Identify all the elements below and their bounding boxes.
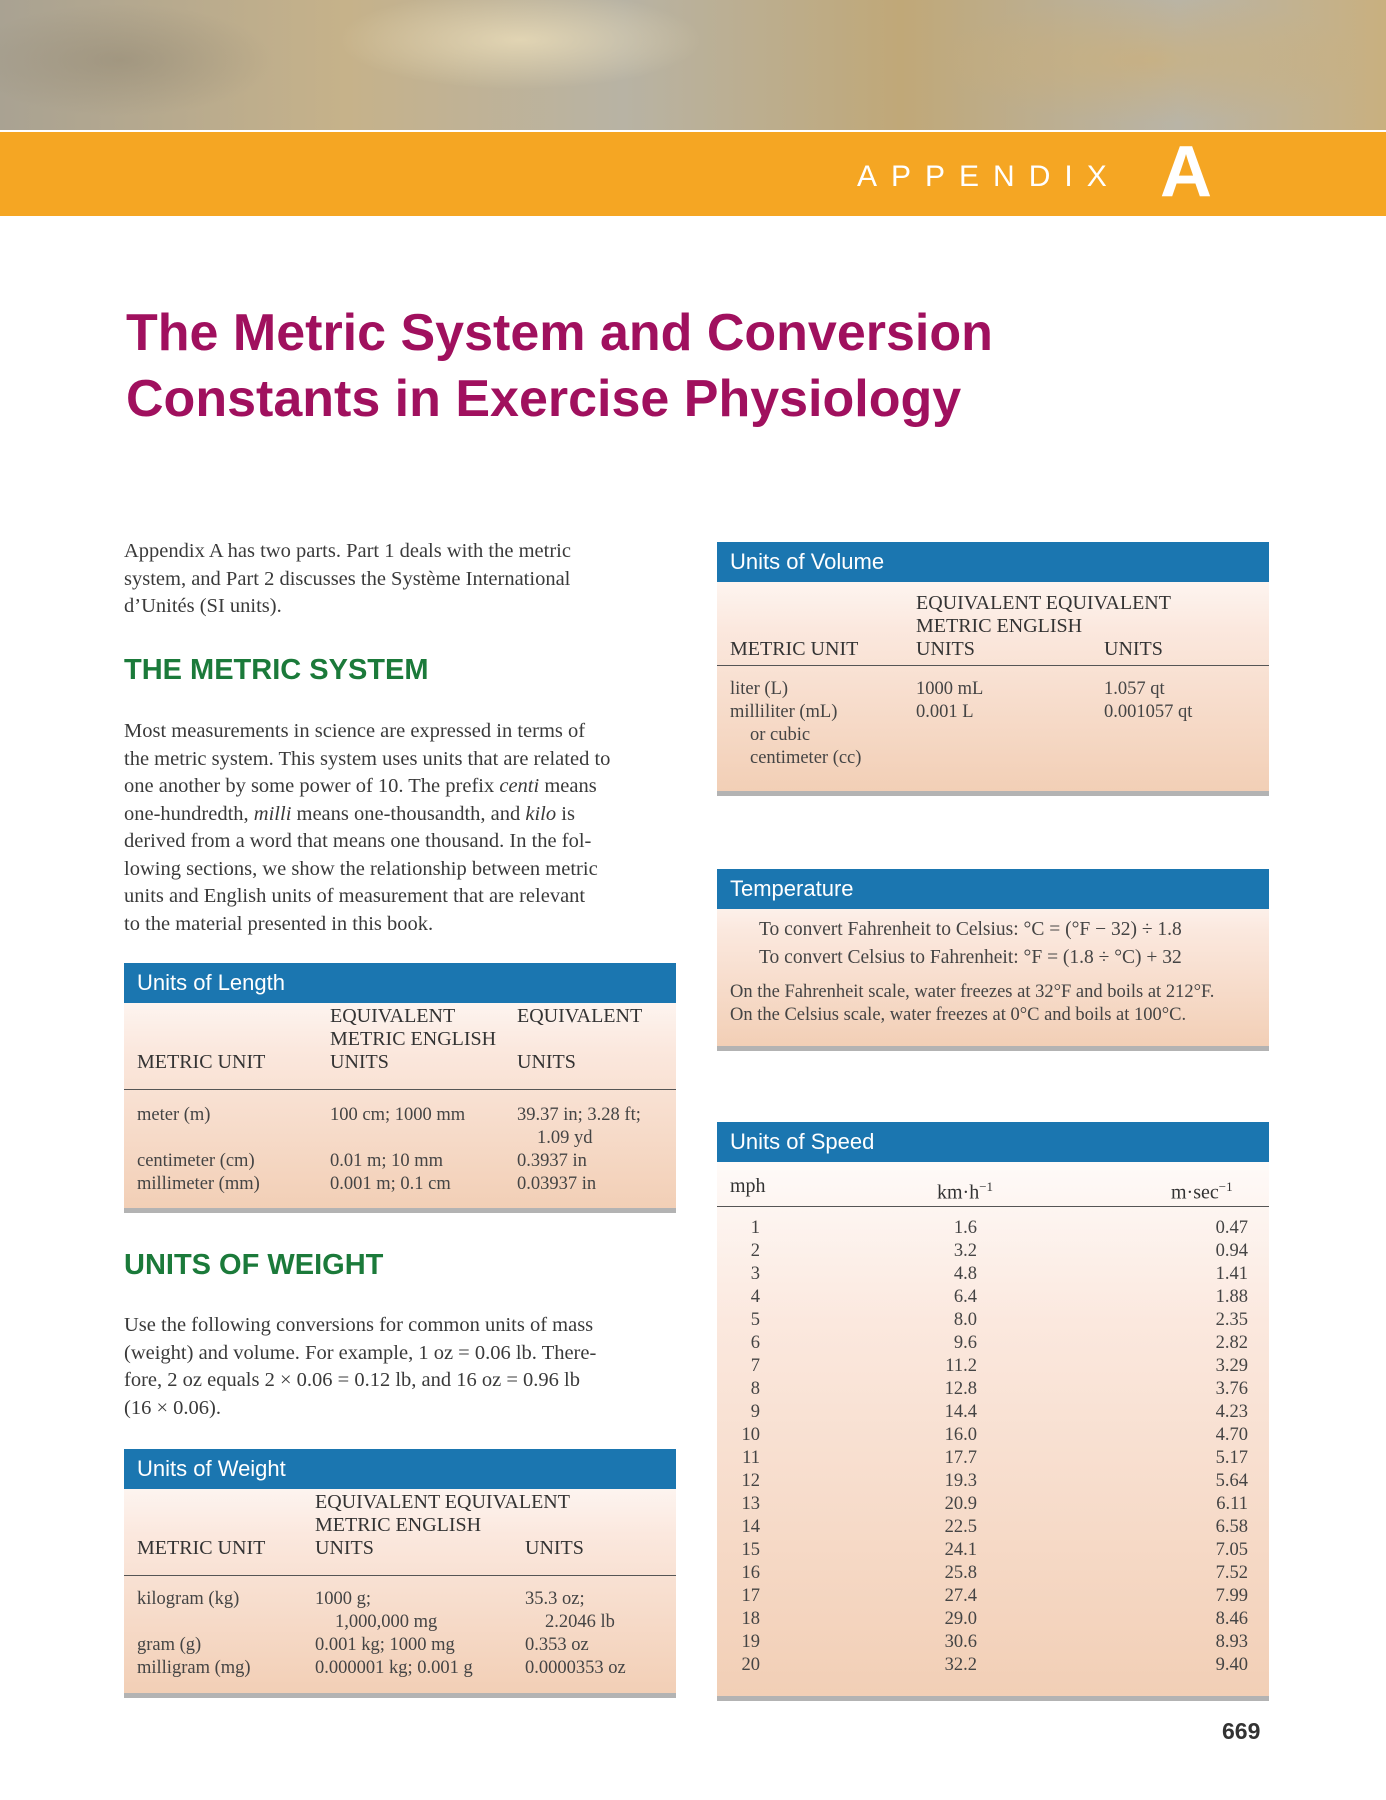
- table-cell: milligram (mg): [137, 1658, 251, 1678]
- speed-cell: 9.40: [1215, 1655, 1248, 1675]
- table-cell: 39.37 in; 3.28 ft;: [517, 1105, 641, 1125]
- table-cell: or cubic: [750, 725, 811, 745]
- table-cell: centimeter (cc): [750, 748, 862, 768]
- speed-cell: 30.6: [944, 1632, 977, 1652]
- table-cell: 0.000001 kg; 0.001 g: [315, 1658, 473, 1678]
- column-header: EQUIVALENT EQUIVALENT: [916, 592, 1171, 614]
- table-cell: 1000 g;: [315, 1589, 372, 1609]
- speed-cell: 20.9: [944, 1494, 977, 1514]
- column-header: UNITS: [517, 1051, 576, 1073]
- celsius-to-fahrenheit: To convert Celsius to Fahrenheit: °F = (1.8 ÷ °C) + 32: [759, 947, 1182, 968]
- speed-cell: 25.8: [944, 1563, 977, 1583]
- speed-cell: 22.5: [944, 1517, 977, 1537]
- speed-cell: 18: [741, 1609, 760, 1629]
- column-header: METRIC ENGLISH: [916, 615, 1083, 637]
- intro-paragraph: [124, 538, 684, 621]
- column-header: [937, 1175, 993, 1205]
- table-body: [124, 1576, 676, 1686]
- speed-cell: 24.1: [944, 1540, 977, 1560]
- column-header: EQUIVALENT: [330, 1005, 456, 1027]
- paragraph-line: means: [539, 775, 597, 797]
- column-header: EQUIVALENT: [517, 1005, 643, 1027]
- table-cell: 35.3 oz;: [525, 1589, 585, 1609]
- paragraph-line: derived from a word that means one thousand. In the fol-: [124, 830, 592, 852]
- speed-cell: 11.2: [945, 1356, 977, 1376]
- speed-cell: 8: [750, 1379, 760, 1399]
- speed-cell: 3.29: [1215, 1356, 1248, 1376]
- units-of-weight-table: [124, 1449, 676, 1698]
- table-cell: 1.09 yd: [537, 1128, 593, 1148]
- column-header: UNITS: [916, 638, 975, 660]
- speed-cell: 6.58: [1215, 1517, 1248, 1537]
- speed-cell: 8.93: [1215, 1632, 1248, 1652]
- speed-cell: 0.94: [1215, 1241, 1248, 1261]
- metric-system-heading: THE METRIC SYSTEM: [124, 654, 429, 686]
- table-cell: 1000 mL: [916, 679, 984, 699]
- speed-cell: 1.88: [1215, 1287, 1248, 1307]
- speed-cell: 16.0: [944, 1425, 977, 1445]
- speed-cell: 17.7: [944, 1448, 977, 1468]
- speed-cell: 4.8: [953, 1264, 977, 1284]
- paragraph-line: Most measurements in science are expressed in terms of: [124, 720, 586, 742]
- speed-cell: 13: [741, 1494, 760, 1514]
- appendix-letter: A: [1160, 132, 1212, 212]
- table-header: [124, 1003, 676, 1090]
- table-cell: gram (g): [137, 1635, 202, 1655]
- table-cell: 0.01 m; 10 mm: [330, 1151, 444, 1171]
- title-line-2: Constants in Exercise Physiology: [126, 370, 962, 428]
- speed-cell: 10: [741, 1425, 760, 1445]
- table-title: Temperature: [717, 869, 1269, 909]
- column-header: UNITS: [315, 1537, 374, 1559]
- table-cell: 1,000,000 mg: [335, 1612, 438, 1632]
- weight-paragraph: [124, 1312, 694, 1422]
- mph-column: [730, 1217, 760, 1677]
- paragraph-line: Use the following conversions for common units of mass: [124, 1314, 594, 1336]
- column-header: mph: [730, 1175, 766, 1197]
- header-photo-band: [0, 0, 1386, 130]
- page-title: [126, 300, 1126, 432]
- table-cell: 0.3937 in: [517, 1151, 587, 1171]
- speed-cell: 11: [742, 1448, 760, 1468]
- speed-cell: 1: [750, 1218, 760, 1238]
- speed-cell: 5.64: [1215, 1471, 1248, 1491]
- speed-cell: 7: [750, 1356, 760, 1376]
- column-header: METRIC UNIT: [137, 1537, 266, 1559]
- column-header-text: m·sec: [1171, 1181, 1219, 1204]
- column-header: METRIC ENGLISH: [315, 1514, 482, 1536]
- fahrenheit-to-celsius: To convert Fahrenheit to Celsius: °C = (°F − 32) ÷ 1.8: [759, 919, 1182, 940]
- speed-cell: 12: [741, 1471, 760, 1491]
- speed-cell: 4.23: [1215, 1402, 1248, 1422]
- table-cell: 0.001 L: [916, 702, 974, 722]
- table-cell: 0.353 oz: [525, 1635, 589, 1655]
- units-of-speed-table: [717, 1122, 1269, 1701]
- fahrenheit-note: On the Fahrenheit scale, water freezes at 32°F and boils at 212°F.: [730, 982, 1215, 1002]
- paragraph-line: (weight) and volume. For example, 1 oz = 0.06 lb. There-: [124, 1341, 597, 1364]
- speed-cell: 6: [750, 1333, 760, 1353]
- speed-cell: 3: [750, 1264, 760, 1284]
- table-cell: 0.001 m; 0.1 cm: [330, 1174, 451, 1194]
- paragraph-line: units and English units of measurement that are relevant: [124, 885, 586, 907]
- table-header: [124, 1489, 676, 1576]
- speed-cell: 2.82: [1215, 1333, 1248, 1353]
- table-title: Units of Weight: [124, 1449, 676, 1489]
- table-cell: 100 cm; 1000 mm: [330, 1105, 466, 1125]
- column-header: UNITS: [330, 1051, 389, 1073]
- table-cell: 0.0000353 oz: [525, 1658, 626, 1678]
- speed-cell: 27.4: [944, 1586, 977, 1606]
- speed-cell: 12.8: [944, 1379, 977, 1399]
- speed-cell: 14.4: [944, 1402, 977, 1422]
- table-cell: millimeter (mm): [137, 1174, 260, 1194]
- metric-system-paragraph: [124, 718, 694, 938]
- ms-column: [1192, 1217, 1248, 1677]
- table-cell: 1.057 qt: [1104, 679, 1165, 699]
- table-cell: liter (L): [730, 679, 789, 699]
- paragraph-line: the metric system. This system uses units that are related to: [124, 747, 611, 770]
- speed-cell: 20: [741, 1655, 760, 1675]
- units-of-length-table: [124, 963, 676, 1213]
- appendix-label: APPENDIX: [857, 160, 1121, 193]
- intro-line: Appendix A has two parts. Part 1 deals with the metric: [124, 540, 571, 562]
- prefix-centi: centi: [499, 775, 540, 797]
- paragraph-line: lowing sections, we show the relationship between metric: [124, 857, 598, 880]
- speed-cell: 6.4: [953, 1287, 977, 1307]
- intro-line: d’Unités (SI units).: [124, 595, 282, 617]
- speed-cell: 14: [741, 1517, 760, 1537]
- column-header: METRIC UNIT: [730, 638, 859, 660]
- speed-cell: 15: [741, 1540, 760, 1560]
- speed-cell: 7.05: [1215, 1540, 1248, 1560]
- celsius-note: On the Celsius scale, water freezes at 0°C and boils at 100°C.: [730, 1005, 1187, 1025]
- units-of-weight-heading: UNITS OF WEIGHT: [124, 1249, 384, 1281]
- paragraph-line: to the material presented in this book.: [124, 912, 434, 935]
- table-title: Units of Length: [124, 963, 676, 1003]
- speed-cell: 16: [741, 1563, 760, 1583]
- speed-cell: 9.6: [953, 1333, 977, 1353]
- speed-cell: 6.11: [1216, 1494, 1248, 1514]
- prefix-milli: milli: [253, 802, 292, 825]
- column-header: METRIC ENGLISH: [330, 1028, 497, 1050]
- title-line-1: The Metric System and Conversion: [126, 304, 993, 362]
- table-title: Units of Volume: [717, 542, 1269, 582]
- superscript: −1: [1218, 1179, 1233, 1194]
- paragraph-line: one-hundredth,: [124, 802, 254, 825]
- speed-cell: 2: [750, 1241, 760, 1261]
- page-number: 669: [1222, 1718, 1261, 1744]
- intro-line: system, and Part 2 discusses the Système International: [124, 567, 571, 590]
- speed-cell: 17: [741, 1586, 760, 1606]
- table-body: [717, 666, 1269, 786]
- speed-cell: 29.0: [944, 1609, 977, 1629]
- paragraph-line: one another by some power of 10. The prefix: [124, 775, 500, 797]
- table-title: Units of Speed: [717, 1122, 1269, 1162]
- column-header: EQUIVALENT EQUIVALENT: [315, 1491, 570, 1513]
- column-header: [1171, 1175, 1233, 1205]
- table-cell: centimeter (cm): [137, 1151, 255, 1171]
- speed-cell: 32.2: [944, 1655, 977, 1675]
- column-header: UNITS: [525, 1537, 584, 1559]
- speed-cell: 19: [741, 1632, 760, 1652]
- speed-cell: 3.76: [1215, 1379, 1248, 1399]
- column-header-text: km·h: [937, 1181, 980, 1204]
- table-cell: 0.001057 qt: [1104, 702, 1193, 722]
- speed-cell: 1.41: [1215, 1264, 1248, 1284]
- speed-cell: 2.35: [1215, 1310, 1248, 1330]
- paragraph-line: is: [556, 802, 575, 825]
- table-header: [717, 1162, 1269, 1207]
- speed-cell: 7.99: [1215, 1586, 1248, 1606]
- table-cell: 0.03937 in: [517, 1174, 597, 1194]
- speed-cell: 7.52: [1215, 1563, 1248, 1583]
- prefix-kilo: kilo: [525, 802, 557, 825]
- superscript: −1: [979, 1179, 994, 1194]
- paragraph-line: fore, 2 oz equals 2 × 0.06 = 0.12 lb, and 16 oz = 0.96 lb: [124, 1369, 580, 1391]
- units-of-volume-table: [717, 542, 1269, 796]
- table-cell: milliliter (mL): [730, 702, 838, 722]
- table-cell: 2.2046 lb: [545, 1612, 615, 1632]
- table-cell: kilogram (kg): [137, 1589, 240, 1609]
- speed-cell: 8.0: [953, 1310, 977, 1330]
- temperature-box: [717, 869, 1269, 1051]
- table-cell: meter (m): [137, 1105, 211, 1125]
- speed-cell: 5.17: [1215, 1448, 1248, 1468]
- table-header: [717, 582, 1269, 666]
- speed-cell: 19.3: [944, 1471, 977, 1491]
- paragraph-line: means one-thousandth, and: [291, 802, 526, 825]
- speed-cell: 4: [750, 1287, 760, 1307]
- speed-cell: 5: [750, 1310, 760, 1330]
- kmh-column: [937, 1217, 977, 1677]
- paragraph-line: (16 × 0.06).: [124, 1396, 221, 1419]
- column-header: METRIC UNIT: [137, 1051, 266, 1073]
- table-cell: 0.001 kg; 1000 mg: [315, 1635, 455, 1655]
- speed-cell: 0.47: [1215, 1218, 1248, 1238]
- speed-cell: 8.46: [1215, 1609, 1248, 1629]
- column-header: UNITS: [1104, 638, 1163, 660]
- speed-cell: 9: [750, 1402, 760, 1422]
- speed-cell: 1.6: [953, 1218, 977, 1238]
- speed-cell: 4.70: [1215, 1425, 1248, 1445]
- speed-cell: 3.2: [953, 1241, 977, 1261]
- table-body: [124, 1090, 676, 1200]
